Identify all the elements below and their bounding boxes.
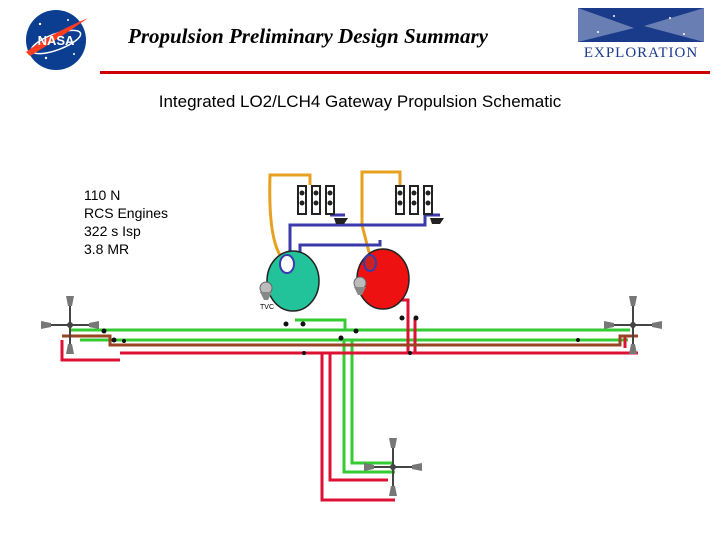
diagram-title: Integrated LO2/LCH4 Gateway Propulsion Schematic <box>158 92 562 111</box>
regulator-left <box>260 282 272 300</box>
feed-lines <box>62 300 638 500</box>
page-title: Propulsion Preliminary Design Summary <box>128 24 488 48</box>
thruster-quad-left <box>41 296 99 354</box>
valve-cluster-right <box>396 186 444 224</box>
nasa-logo-text: NASA <box>37 33 75 48</box>
red-feed-line-drop <box>330 353 388 480</box>
exploration-logo-text: EXPLORATION <box>583 45 699 60</box>
red-feed-line-drop-2 <box>322 353 395 500</box>
thruster-quad-bottom <box>364 438 422 496</box>
tvc-label: TVC <box>260 304 274 311</box>
green-feed-line-drop-2 <box>352 340 392 463</box>
oxygen-tank-pressurant-bottle <box>364 255 376 271</box>
spec-mixture-ratio: 3.8 MR <box>84 241 130 257</box>
spec-isp: 322 s Isp <box>84 223 141 239</box>
spec-thrust: 110 N <box>84 187 121 203</box>
methane-tank-pressurant-bottle <box>280 255 294 273</box>
valve-cluster-left <box>298 186 348 224</box>
manifold-line-upper <box>290 215 425 262</box>
spec-engine-type: RCS Engines <box>84 205 169 221</box>
